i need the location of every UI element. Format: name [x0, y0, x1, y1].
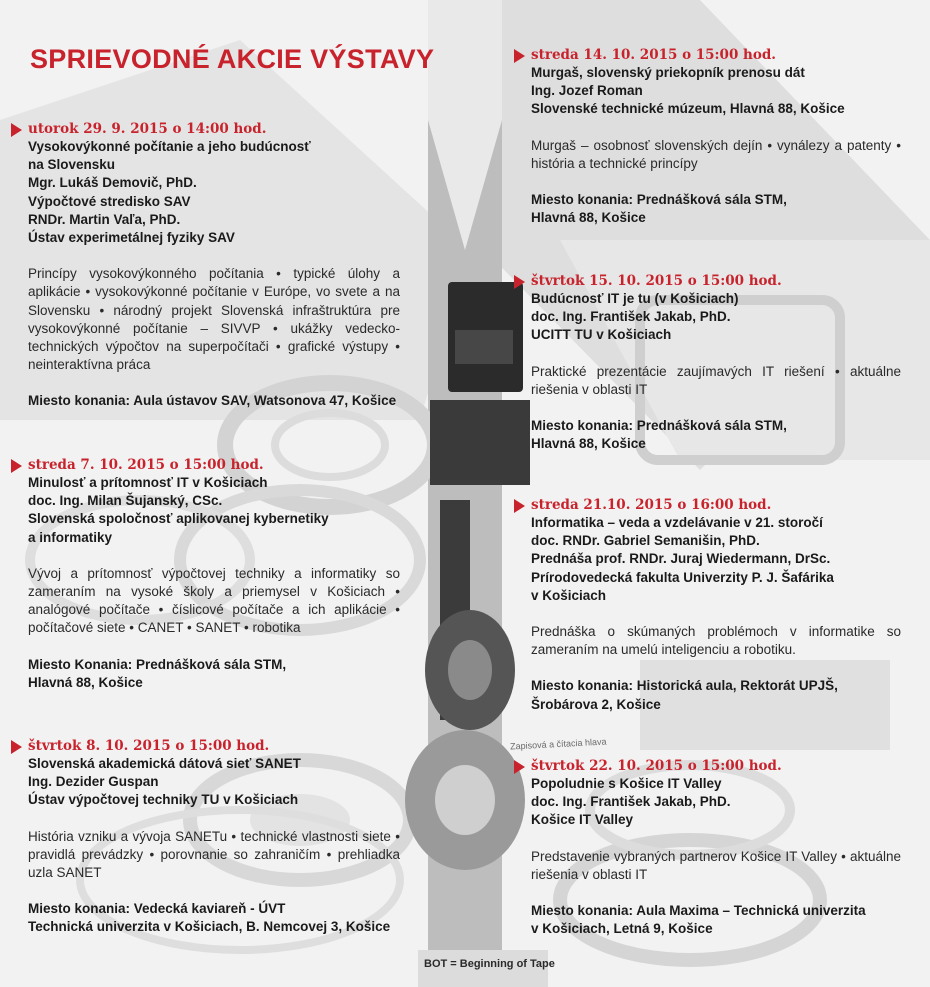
- event-title: na Slovensku: [28, 157, 116, 173]
- event-organization: UCITT TU v Košiciach: [531, 327, 672, 343]
- event-details: [28, 474, 400, 547]
- event-speaker: doc. Ing. František Jakab, PhD.: [531, 309, 731, 325]
- event-speaker: doc. RNDr. Gabriel Semanišin, PhD.: [531, 533, 760, 549]
- event-venue-line: Miesto konania: Aula Maxima – Technická univerzita: [531, 903, 866, 919]
- triangle-marker-icon: [11, 459, 22, 473]
- event-organization: Prírodovedecká fakulta Univerzity P. J. Šafárika: [531, 569, 834, 585]
- event-title: Popoludnie s Košice IT Valley: [531, 776, 722, 791]
- event-venue: [531, 677, 901, 713]
- event-speaker: RNDr. Martin Vaľa, PhD.: [28, 211, 181, 227]
- triangle-marker-icon: [514, 49, 525, 63]
- event-description: História vzniku a vývoja SANETu • technické vlastnosti siete • pravidlá prevádzky • porovnanie so zahraničím • prehliadka uzla SANET: [28, 828, 400, 881]
- event-details: [531, 290, 901, 345]
- event-details: [531, 514, 901, 605]
- triangle-marker-icon: [514, 760, 525, 774]
- event-venue: [28, 900, 400, 936]
- event-venue-line: Miesto konania: Aula ústavov SAV, Watsonova 47, Košice: [28, 393, 397, 409]
- event-description: Vývoj a prítomnosť výpočtovej techniky a informatiky so zameraním na vysoké školy a priemysel v Košiciach • analógové počítače • číslicové počítače a ich aplikácie • počítačové siete • CANET • SANET • robotika: [28, 565, 400, 636]
- event-venue-line: Hlavná 88, Košice: [531, 210, 646, 226]
- event-title: Vysokovýkonné počítanie a jeho budúcnosť: [28, 139, 311, 154]
- event-venue: [28, 656, 400, 692]
- event-venue-line: Hlavná 88, Košice: [531, 436, 646, 452]
- event-details: [28, 138, 400, 247]
- triangle-marker-icon: [11, 123, 22, 137]
- event-date: štvrtok 22. 10. 2015 o 15:00 hod.: [531, 758, 782, 774]
- event-item: [531, 46, 901, 227]
- event-organization: Ústav experimetálnej fyziky SAV: [28, 230, 235, 246]
- event-speaker: Ing. Jozef Roman: [531, 83, 643, 99]
- event-speaker: Prednáša prof. RNDr. Juraj Wiedermann, DrSc.: [531, 551, 831, 567]
- event-venue: [531, 417, 901, 453]
- event-title: Minulosť a prítomnosť IT v Košiciach: [28, 475, 268, 490]
- event-description: Princípy vysokovýkonného počítania • typické úlohy a aplikácie • vysokovýkonné počítanie v Európe, vo svete a na Slovensku • národný projekt Slovenská infraštruktúra pre vysokovýkonné počítanie – SIVVP • ukážky vedecko-technických výpočtov na superpočítači • grafické výstupy • neinteraktívna práca: [28, 266, 400, 373]
- event-date: streda 21.10. 2015 o 16:00 hod.: [531, 497, 772, 513]
- event-venue-line: Hlavná 88, Košice: [28, 674, 143, 690]
- triangle-marker-icon: [514, 275, 525, 289]
- event-venue-line: v Košiciach, Letná 9, Košice: [531, 921, 713, 937]
- event-item: [28, 456, 400, 692]
- event-title: Slovenská akademická dátová sieť SANET: [28, 756, 301, 771]
- photo-label: Zapisová a čítacia hlava: [509, 736, 607, 752]
- event-organization: v Košiciach: [531, 587, 607, 603]
- event-details: [531, 64, 901, 119]
- page-title: SPRIEVODNÉ AKCIE VÝSTAVY: [30, 44, 435, 74]
- event-description: Praktické prezentácie zaujímavých IT riešení • aktuálne riešenia v oblasti IT: [531, 363, 901, 397]
- event-item: [531, 272, 901, 453]
- event-organization: a informatiky: [28, 529, 113, 545]
- event-venue-line: Miesto konania: Vedecká kaviareň - ÚVT: [28, 901, 286, 917]
- event-organization: Košice IT Valley: [531, 812, 634, 828]
- event-date: štvrtok 15. 10. 2015 o 15:00 hod.: [531, 273, 782, 289]
- event-date: streda 7. 10. 2015 o 15:00 hod.: [28, 457, 264, 473]
- event-details: [28, 755, 400, 810]
- event-venue-line: Miesto konania: Prednášková sála STM,: [531, 192, 787, 208]
- event-date: štvrtok 8. 10. 2015 o 15:00 hod.: [28, 738, 270, 754]
- event-organization: Výpočtové stredisko SAV: [28, 193, 191, 209]
- event-speaker: Ing. Dezider Guspan: [28, 774, 159, 790]
- photo-caption: BOT = Beginning of Tape: [424, 958, 555, 970]
- event-details: [531, 775, 901, 830]
- event-title: Budúcnosť IT je tu (v Košiciach): [531, 291, 739, 306]
- event-description: Murgaš – osobnosť slovenských dejín • vynálezy a patenty • história a technické princípy: [531, 137, 901, 171]
- event-item: [531, 757, 901, 938]
- event-venue-line: Miesto Konania: Prednášková sála STM,: [28, 656, 287, 672]
- event-speaker: Mgr. Lukáš Demovič, PhD.: [28, 175, 197, 191]
- triangle-marker-icon: [514, 499, 525, 513]
- event-venue-line: Šrobárova 2, Košice: [531, 696, 661, 712]
- event-organization: Slovenská spoločnosť aplikovanej kybernetiky: [28, 511, 329, 527]
- event-organization: Slovenské technické múzeum, Hlavná 88, Košice: [531, 101, 845, 117]
- event-item: [28, 120, 400, 411]
- triangle-marker-icon: [11, 740, 22, 754]
- event-venue: [531, 902, 901, 938]
- event-speaker: doc. Ing. Milan Šujanský, CSc.: [28, 493, 223, 509]
- event-venue-line: Technická univerzita v Košiciach, B. Nemcovej 3, Košice: [28, 919, 391, 935]
- event-description: Predstavenie vybraných partnerov Košice IT Valley • aktuálne riešenia v oblasti IT: [531, 848, 901, 882]
- event-venue: [531, 191, 901, 227]
- event-title: Informatika – veda a vzdelávanie v 21. storočí: [531, 515, 823, 530]
- event-title: Murgaš, slovenský priekopník prenosu dát: [531, 65, 805, 80]
- event-venue-line: Miesto konania: Historická aula, Rektorát UPJŠ,: [531, 678, 838, 694]
- event-organization: Ústav výpočtovej techniky TU v Košiciach: [28, 792, 299, 808]
- event-item: [531, 496, 901, 714]
- event-speaker: doc. Ing. František Jakab, PhD.: [531, 794, 731, 810]
- event-date: streda 14. 10. 2015 o 15:00 hod.: [531, 47, 776, 63]
- event-venue: [28, 392, 400, 410]
- event-description: Prednáška o skúmaných problémoch v informatike so zameraním na umelú inteligenciu a robotiku.: [531, 624, 901, 658]
- event-venue-line: Miesto konania: Prednášková sála STM,: [531, 418, 787, 434]
- event-date: utorok 29. 9. 2015 o 14:00 hod.: [28, 121, 267, 137]
- event-item: [28, 737, 400, 937]
